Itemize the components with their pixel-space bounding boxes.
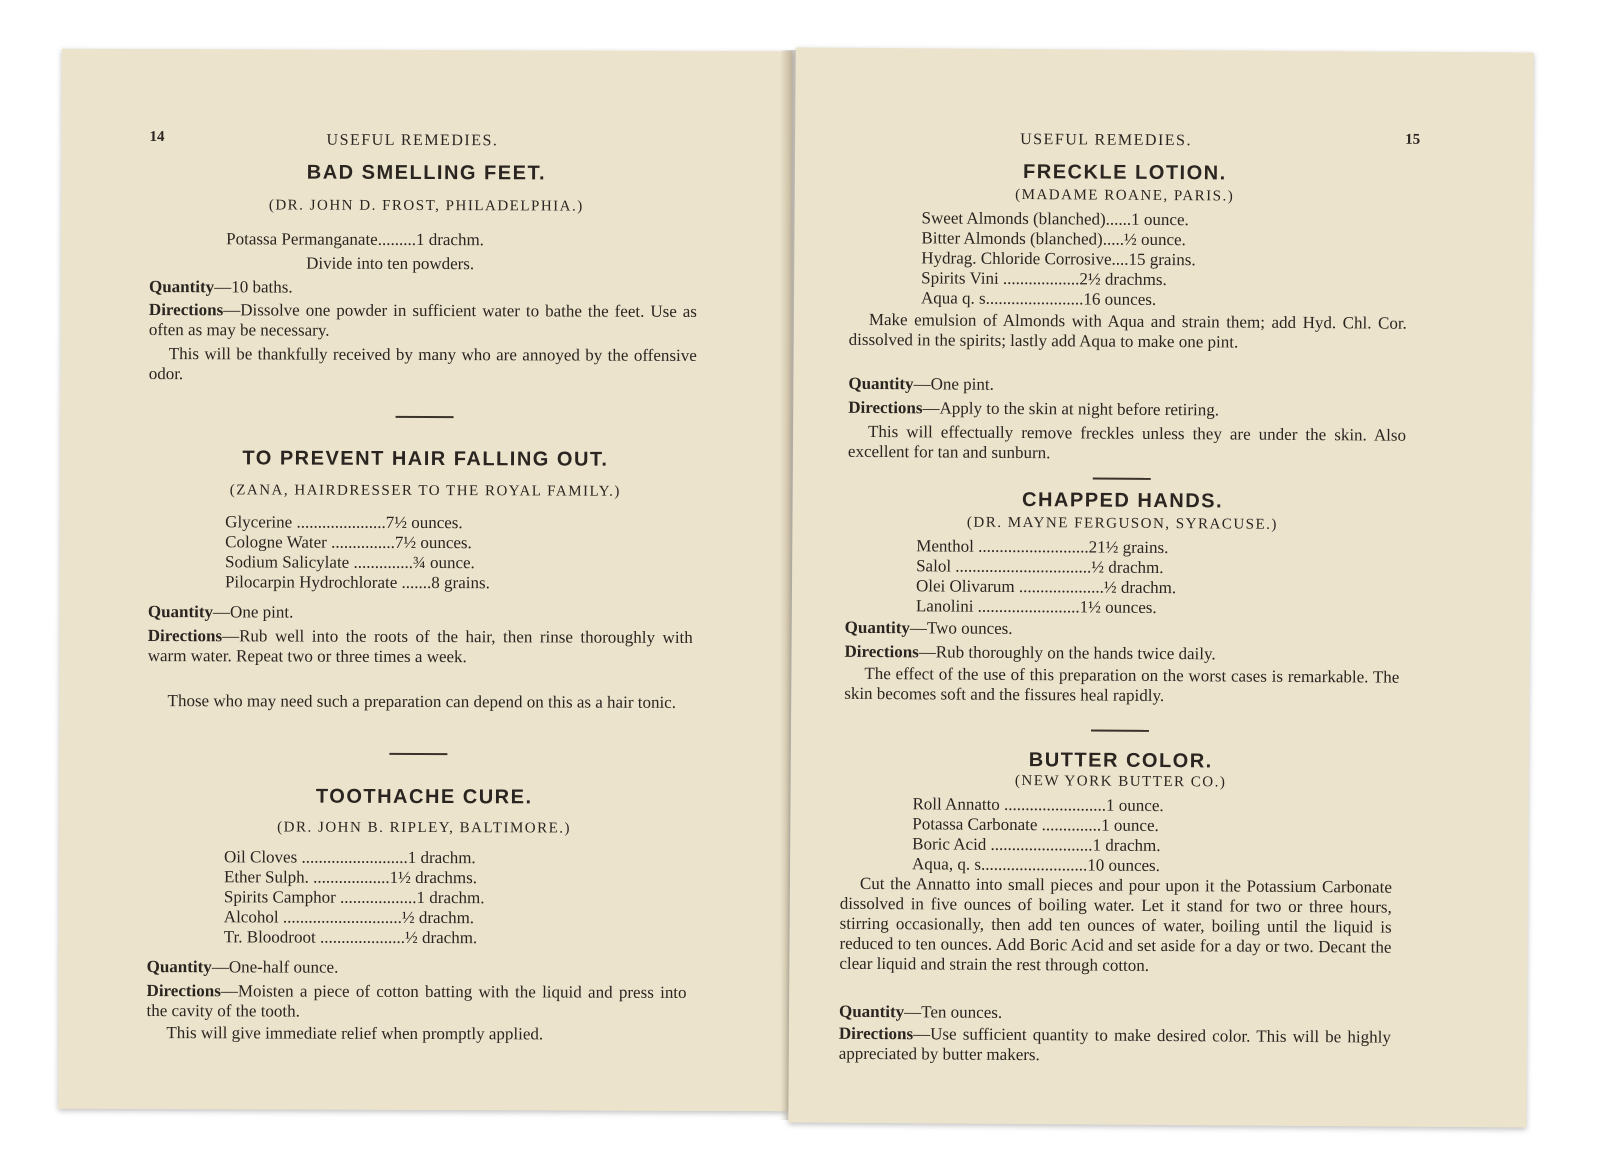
recipe-source: (DR. MAYNE FERGUSON, SYRACUSE.) — [966, 514, 1278, 533]
ingredient-line: Roll Annatto ........................1 ounce. — [912, 794, 1164, 816]
quantity-line: Quantity—10 baths. — [148, 277, 293, 297]
ingredient-line: Salol ................................½ drachm. — [916, 556, 1164, 578]
directions-text: Directions—Apply to the skin at night before retiring. — [848, 397, 1220, 420]
ingredient-line: Pilocarpin Hydrochlorate .......8 grains. — [224, 572, 490, 593]
recipe-title: BAD SMELLING FEET. — [306, 161, 547, 185]
page-number: 14 — [149, 129, 165, 146]
note-text: This will give immediate relief when promptly applied. — [166, 1023, 544, 1044]
recipe-source: (MADAME ROANE, PARIS.) — [1015, 186, 1235, 205]
quantity-line: Quantity—One pint. — [848, 373, 994, 394]
ingredient-line: Divide into ten powders. — [306, 253, 475, 274]
method-text: Make emulsion of Almonds with Aqua and strain them; add Hyd. Chl. Cor. dissolved in the spirits; lastly add Aqua to make one pint. — [848, 309, 1407, 352]
section-divider — [1091, 730, 1149, 732]
ingredient-line: Olei Olivarum ....................½ drachm. — [915, 576, 1177, 598]
directions-text: Directions—Rub thoroughly on the hands twice daily. — [844, 641, 1216, 664]
quantity-line: Quantity—Two ounces. — [844, 617, 1013, 638]
recipe-title: TO PREVENT HAIR FALLING OUT. — [242, 447, 609, 471]
running-head: USEFUL REMEDIES. — [1020, 131, 1193, 150]
recipe-title: BUTTER COLOR. — [1028, 749, 1213, 773]
ingredient-line: Potassa Permanganate.........1 drachm. — [226, 229, 484, 250]
ingredient-line: Bitter Almonds (blanched).....½ ounce. — [921, 228, 1186, 250]
ingredient-line: Spirits Camphor ..................1 drachm. — [223, 887, 485, 908]
quantity-line: Quantity—One pint. — [147, 602, 294, 622]
note-text: Those who may need such a preparation can depend on this as a hair tonic. — [167, 691, 677, 712]
right-page — [788, 47, 1533, 1127]
ingredient-line: Tr. Bloodroot ....................½ drachm. — [223, 927, 478, 948]
quantity-line: Quantity—Ten ounces. — [838, 1001, 1003, 1022]
running-head: USEFUL REMEDIES. — [326, 131, 499, 150]
directions-text: Directions—Dissolve one powder in sufficient water to bathe the feet. Use as often as may be necessary. — [148, 300, 697, 340]
ingredient-line: Spirits Vini ..................2½ drachms. — [921, 268, 1167, 290]
recipe-source: (DR. JOHN B. RIPLEY, BALTIMORE.) — [277, 819, 572, 837]
ingredient-line: Cologne Water ...............7½ ounces. — [225, 532, 472, 553]
ingredient-line: Alcohol ............................½ drachm. — [223, 907, 475, 928]
ingredient-line: Oil Cloves .........................1 drachm. — [223, 847, 476, 868]
ingredient-line: Potassa Carbonate ..............1 ounce. — [912, 814, 1159, 835]
recipe-source: (ZANA, HAIRDRESSER TO THE ROYAL FAMILY.) — [229, 482, 621, 500]
recipe-title: FRECKLE LOTION. — [1023, 161, 1227, 185]
ingredient-line: Glycerine .....................7½ ounces. — [225, 512, 463, 533]
ingredient-line: Aqua q. s.......................16 ounces. — [920, 288, 1157, 309]
recipe-title: CHAPPED HANDS. — [1022, 489, 1224, 513]
recipe-title: TOOTHACHE CURE. — [315, 785, 533, 809]
ingredient-line: Ether Sulph. ..................1½ drachms. — [223, 867, 478, 888]
directions-text: Directions—Rub well into the roots of the hair, then rinse thoroughly with warm water. Repeat two or three times a week. — [147, 626, 693, 667]
note-text: The effect of the use of this preparation on the worst cases is remarkable. The skin becomes soft and the fissures heal rapidly. — [844, 663, 1400, 706]
section-divider — [1093, 478, 1151, 480]
quantity-line: Quantity—One-half ounce. — [146, 957, 339, 977]
note-text: This will be thankfully received by many who are annoyed by the offensive odor. — [148, 344, 697, 384]
method-text: Cut the Annatto into small pieces and pour upon it the Potassium Carbonate dissolved in five ounces of boiling water. Let it stand for two or three hours, stirring occasionally, then add ten ounces of water, boiling until the liquid is reduced to ten ounces. Add Boric Acid and set aside for a day or two. Decant the clear liquid and strain the rest through cotton. — [839, 873, 1392, 975]
ingredient-line: Sodium Salicylate ..............¾ ounce. — [225, 552, 475, 573]
ingredient-line: Menthol ..........................21½ grains. — [916, 536, 1169, 558]
left-page — [58, 49, 792, 1112]
directions-text: Directions—Use sufficient quantity to make desired color. This will be highly appreciated by butter makers. — [838, 1023, 1391, 1065]
page-number: 15 — [1405, 131, 1421, 148]
ingredient-line: Boric Acid ........................1 drachm. — [912, 834, 1161, 856]
section-divider — [396, 416, 454, 418]
ingredient-line: Sweet Almonds (blanched)......1 ounce. — [921, 208, 1189, 230]
ingredient-line: Hydrag. Chloride Corrosive....15 grains. — [921, 248, 1196, 270]
ingredient-line: Aqua, q. s.........................10 ounces. — [911, 854, 1161, 875]
section-divider — [389, 753, 447, 755]
ingredient-line: Lanolini ........................1½ ounces. — [915, 596, 1157, 617]
recipe-source: (NEW YORK BUTTER CO.) — [1014, 772, 1227, 791]
note-text: This will effectually remove freckles unless they are under the skin. Also excellent for tan and sunburn. — [847, 421, 1407, 463]
directions-text: Directions—Moisten a piece of cotton batting with the liquid and press into the cavity of the tooth. — [146, 981, 687, 1021]
recipe-source: (DR. JOHN D. FROST, PHILADELPHIA.) — [268, 197, 584, 215]
